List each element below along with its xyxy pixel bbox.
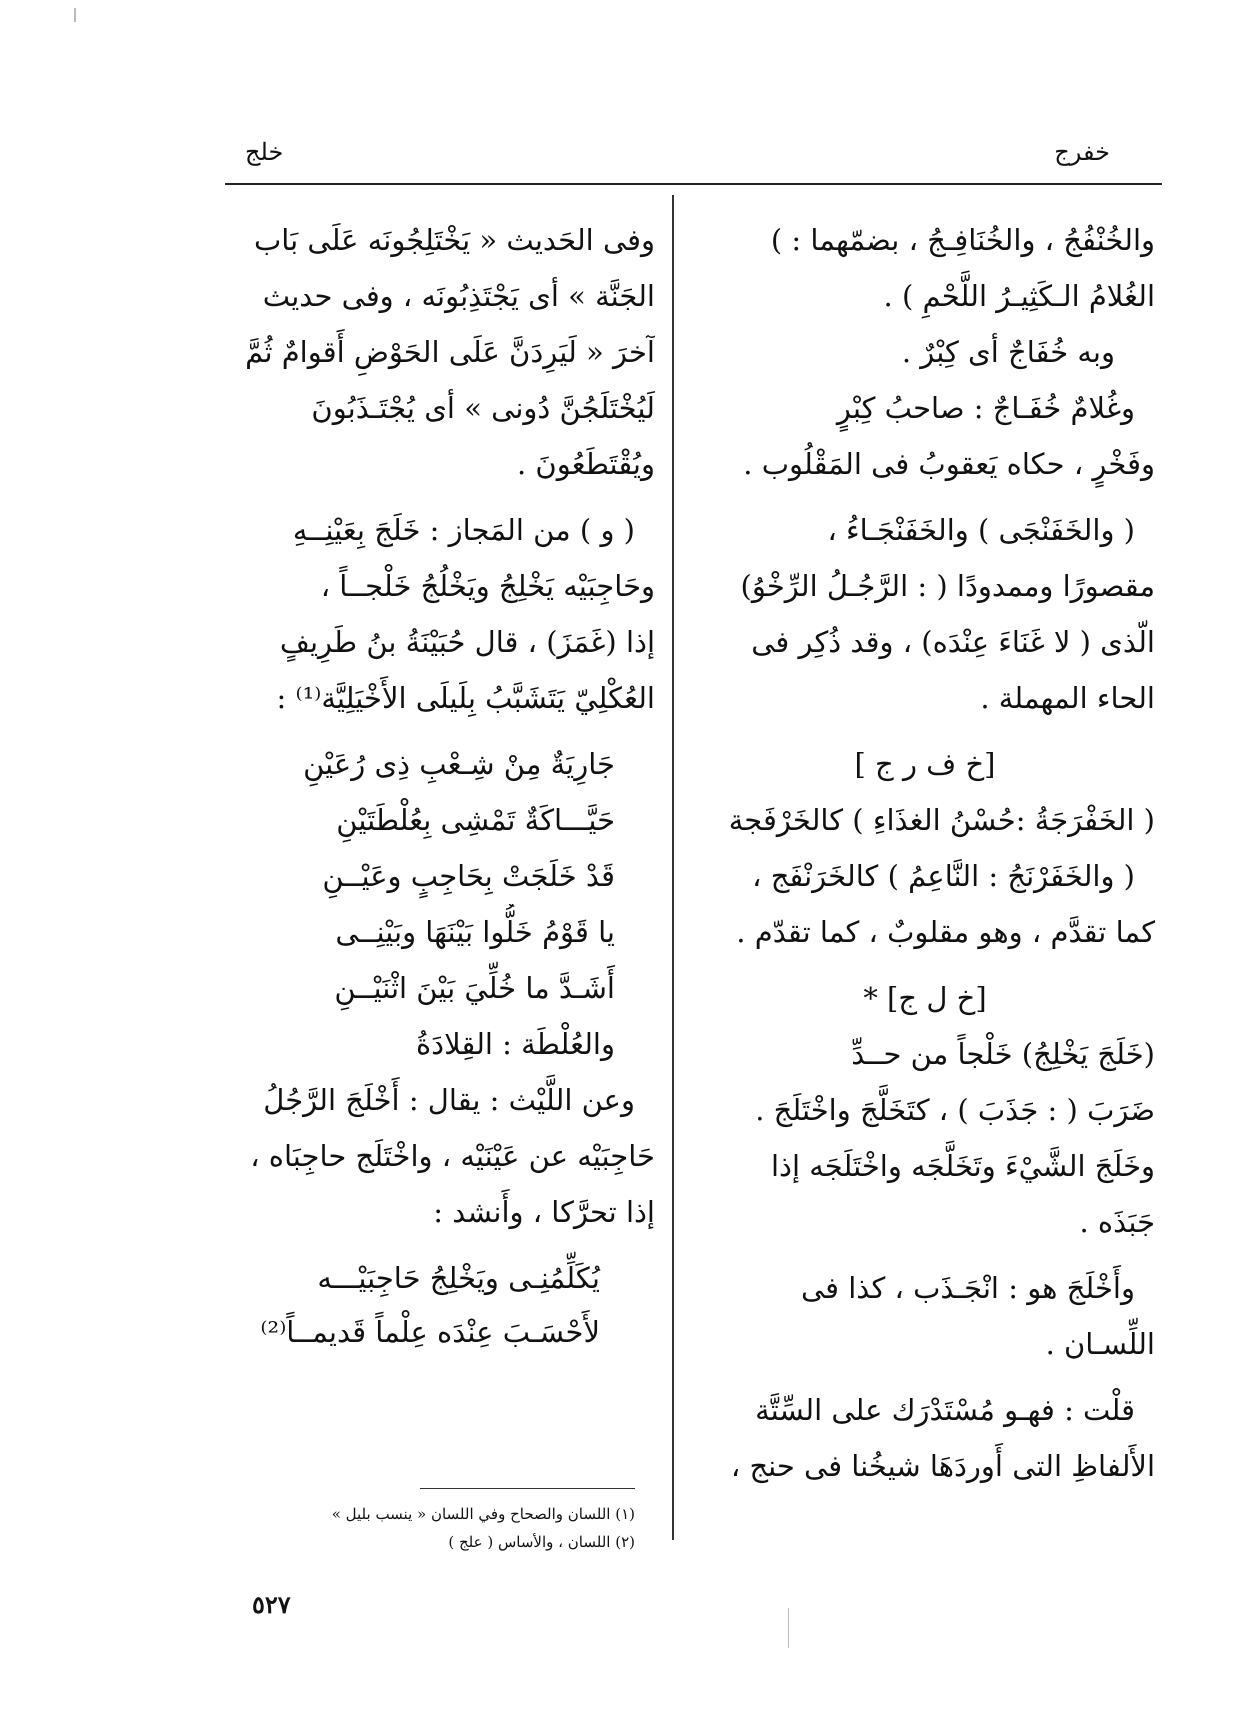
text-line: لَيُخْتَلَجُنَّ دُونى » أى يُجْتَـذَبُونَ (311, 391, 655, 425)
text-line: والعُلْطَة : القِلادَةُ (415, 1027, 615, 1061)
right-column (695, 212, 1155, 1494)
text-line: وفى الحَديث « يَخْتَلِجُونَه عَلَى بَاب (253, 223, 655, 257)
text-line: ( والخَفَنْجَى ) والخَفَنْجَـاءُ ، (827, 513, 1135, 547)
text-line: وفَخْرٍ ، حكاه يَعقوبُ فى المَقْلُوب . (743, 447, 1155, 481)
verse-line: أَشَـدَّ ما خُلِّيَ بَيْنَ اثْنَيْــنِ (334, 971, 615, 1005)
text-line: وبه خُفَاجٌ أى كِبْرٌ . (901, 335, 1115, 369)
text-line: ضَرَبَ ( : جَذَبَ ) ، كتَخَلَّجَ واخْتَلَجَ . (755, 1093, 1155, 1127)
text-line: جَبَذَه . (1079, 1205, 1155, 1239)
text-line: آخرَ « لَيَرِدَنَّ عَلَى الحَوْضِ أَقوامٌ ثُمَّ (245, 335, 655, 369)
entry-heading: [خ ل ج] * (863, 981, 987, 1015)
text-line: وعن اللَّيْث : يقال : أَخْلَجَ الرَّجُلُ (263, 1083, 635, 1117)
text-line: الغُلامُ الـكَثِيـرُ اللَّحْمِ ) . (883, 279, 1155, 313)
verse-line: قَدْ خَلَجَتْ بِحَاجِبٍ وعَيْــنِ (322, 859, 615, 893)
header-rule (225, 183, 1162, 185)
column-divider (672, 195, 674, 1540)
text-line: وخَلَجَ الشَّيْءَ وتَخَلَّجَه واخْتَلَجَه إذا (771, 1149, 1155, 1183)
text-line: (خَلَجَ يَخْلِجُ) خَلْجاً من حــدِّ (851, 1037, 1155, 1071)
verse-line: يُكَلِّمُنِـى ويَخْلِجُ حَاجِبَيْـــه (317, 1261, 600, 1295)
text-line: ( و ) من المَجاز : خَلَجَ بِعَيْنِــهِ (292, 513, 635, 547)
text-line: العُكْلِيّ يَتَشَبَّبُ بِلَيلَى الأَخْيَلِيَّة⁽¹⁾ : (276, 681, 655, 715)
entry-heading: [خ ف ر ج ] (854, 747, 996, 781)
page-number: ٥٢٧ (252, 1590, 291, 1619)
text-line: ( والخَفَرْنَجُ : النَّاعِمُ ) كالخَرَنْفَج ، (752, 859, 1135, 893)
text-line: ( الخَفْرَجَةُ :حُسْنُ الغذَاءِ ) كالخَرْفَجة (728, 803, 1155, 837)
text-line: إذا تحرَّكا ، وأَنشد : (433, 1195, 655, 1229)
footnote: (٢) اللسان ، والأساس ( علج ) (448, 1533, 635, 1551)
text-line: ويُقْتَطَعُونَ . (517, 447, 655, 481)
text-line: قلْت : فهـو مُسْتَدْرَك على السِّتَّة (755, 1393, 1135, 1427)
text-line: وغُلامٌ خُفَـاجٌ : صاحبُ كِبْرٍ (836, 391, 1135, 425)
footnote-rule (420, 1488, 635, 1489)
verse-line: حَيَّـــاكَةٌ تَمْشِى بِعُلْطَتَيْنِ (336, 803, 615, 837)
text-line: الأَلفاظِ التى أَوردَهَا شيخُنا فى حنج ، (730, 1449, 1155, 1483)
text-line: وأَخْلَجَ هو : انْجَـذَب ، كذا فى (800, 1271, 1135, 1305)
verse-line: لأَحْسَـبَ عِنْدَه عِلْماً قَديمــاً⁽²⁾ (260, 1315, 600, 1349)
text-line: الجَنَّة » أى يَجْتَذِبُونَه ، وفى حديث (262, 279, 655, 313)
scan-mark (74, 8, 76, 22)
text-line: اللِّسـان . (1045, 1327, 1155, 1361)
verse-line: جَارِيَةٌ مِنْ شِـعْبِ ذِى رُعَيْنِ (303, 747, 615, 781)
text-line: الحاء المهملة . (980, 681, 1155, 715)
text-line: الّذى ( لا غَنَاءَ عِنْدَه) ، وقد ذُكِر فى (751, 625, 1155, 659)
text-line: إذا (غَمَزَ) ، قال حُبَيْنَةُ بنُ طَرِيفٍ (279, 625, 655, 659)
footnotes (250, 1500, 635, 1556)
footnote: (١) اللسان والصحاح وفي اللسان « ينسب بليل » (331, 1505, 635, 1523)
text-line: وحَاجِبَيْه يَخْلِجُ ويَخْلُجُ خَلْجــاً ، (320, 569, 655, 603)
running-head-left: خلج (245, 138, 284, 166)
left-column (215, 212, 655, 1358)
scan-mark (788, 1608, 789, 1648)
text-line: والخُنْفُجُ ، والخُنَافِـجُ ، بضمّهما : ) (770, 223, 1155, 257)
text-line: حَاجِبَيْه عن عَيْنَيْه ، واخْتَلَج حاجِبَاه ، (250, 1139, 655, 1173)
text-line: مقصورًا وممدودًا ( : الرَّجُـلُ الرِّخْوُ) (740, 569, 1155, 603)
verse-line: يا قَوْمُ خَلُّوا بَيْنَهَا وبَيْنِــى (335, 915, 615, 949)
running-head-right: خفرج (1054, 138, 1110, 166)
text-line: كما تقدَّم ، وهو مقلوبٌ ، كما تقدّم . (736, 915, 1155, 949)
